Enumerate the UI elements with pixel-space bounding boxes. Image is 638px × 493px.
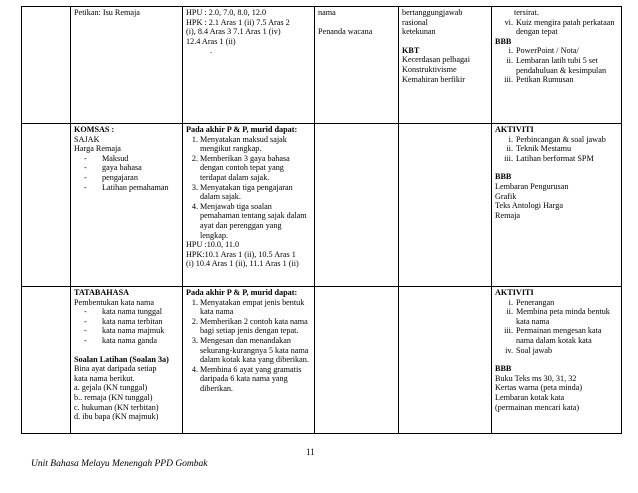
list-item: - Maksud [84, 153, 129, 163]
list-text: Latihan pemahaman [102, 182, 169, 192]
list-item [495, 326, 618, 345]
bbb-line: Remaja [495, 210, 521, 220]
kbt-item: Kecerdasan pelbagai [402, 55, 470, 65]
list-text: Lembaran latih tubi 5 set pendahuluan & kesimpulan [516, 55, 607, 75]
nilai-item: rasional [402, 17, 428, 27]
list-number: 3. [191, 335, 198, 345]
empty-cell [315, 287, 399, 434]
lesson-plan-table [21, 6, 622, 434]
list-text: pengajaran [102, 172, 138, 182]
bbb-line: (permainan mencari kata) [495, 402, 580, 412]
list-number: ii. [506, 55, 513, 65]
list-number: 4. [191, 364, 198, 374]
komsas-cell [71, 124, 183, 287]
hpk-line: HPK:10.1 Aras 1 (ii), 10.5 Aras 1 [186, 249, 296, 259]
komsas-heading: KOMSAS : [74, 125, 115, 134]
activity-cell [492, 287, 622, 434]
list-text: Permainan mengesan kata nama dalam kotak kata [516, 326, 602, 345]
list-number: iii. [504, 153, 513, 163]
list-number: 1. [191, 297, 198, 307]
list-number: iii. [504, 326, 513, 336]
list-number: 4. [191, 201, 198, 211]
page-number: 11 [306, 447, 315, 457]
list-number: 1. [191, 134, 198, 144]
soalan-item: b.. remaja (KN tunggal) [74, 392, 153, 402]
bbb-line: Teks Antologi Harga [495, 201, 563, 211]
list-text: Kuiz mengira patah perkataan dengan tepat [516, 17, 615, 37]
list-item: - gaya bahasa [84, 163, 142, 173]
list-item: - Latihan pemahaman [84, 182, 169, 192]
list-number: 2. [191, 153, 198, 163]
list-text: Membina peta minda bentuk kata nama [516, 307, 610, 326]
kbt-cell [399, 7, 492, 124]
list-text: kata nama tunggal [102, 307, 163, 317]
list-text: PowerPoint / Nota/ [516, 46, 579, 56]
tatabahasa-heading: TATABAHASA [74, 288, 130, 297]
objective-item [186, 183, 311, 202]
list-number: i. [508, 134, 513, 144]
empty-cell [399, 124, 492, 287]
list-number: iii. [504, 75, 513, 85]
poem-title: Harga Remaja [74, 144, 121, 154]
spacer [495, 163, 618, 172]
list-text: Maksud [102, 153, 129, 163]
list-text: Teknik Mestamu [516, 144, 572, 154]
empty-cell [22, 7, 71, 124]
list-text: Soal jawab [516, 345, 553, 355]
list-text: Latihan berformat SPM [516, 153, 594, 163]
values-cell [315, 7, 399, 124]
spacer [74, 346, 179, 355]
list-number: iv. [505, 345, 513, 355]
table-row [22, 287, 622, 434]
objective-item [186, 336, 311, 365]
list-item [495, 346, 618, 356]
list-item: - kata nama ganda [84, 335, 158, 345]
objective-item [186, 317, 311, 336]
list-text: Menjawab tiga soalan pemahaman tentang sajak dalam ayat dan perenggan yang lengkap. [200, 201, 307, 240]
empty-cell [22, 287, 71, 434]
empty-cell [315, 124, 399, 287]
soalan-item: c. hukuman (KN terbitan) [74, 402, 159, 412]
list-item: - pengajaran [84, 172, 138, 182]
komsas-subtitle: SAJAK [74, 134, 100, 144]
spacer [318, 18, 395, 27]
activity-cell [492, 124, 622, 287]
page-footer: Unit Bahasa Melayu Menengah PPD Gombak [31, 459, 208, 469]
aktiviti-heading: AKTIVITI [495, 125, 534, 134]
list-text: Mengesan dan menandakan sekurang-kurangnya 5 kata nama dalam kotak kata yang diberikan. [200, 335, 309, 365]
objectives-heading: Pada akhir P & P, murid dapat: [186, 125, 298, 134]
list-item [495, 56, 618, 75]
kbt-heading: KBT [402, 45, 420, 55]
topic-cell [71, 7, 183, 124]
activity-cell [492, 7, 622, 124]
list-number: i. [508, 297, 513, 307]
list-text: kata nama ganda [102, 335, 158, 345]
list-number: i. [508, 46, 513, 56]
list-number: ii. [506, 307, 513, 317]
objective-item [186, 365, 311, 394]
objectives-cell [183, 124, 315, 287]
bbb-heading: BBB [495, 172, 512, 182]
bbb-line: Buku Teks ms 30, 31, 32 [495, 373, 577, 383]
hpu-cell [183, 7, 315, 124]
list-item [495, 154, 618, 164]
table-row [22, 124, 622, 287]
aktiviti-heading: AKTIVITI [495, 288, 534, 297]
objectives-heading: Pada akhir P & P, murid dapat: [186, 288, 298, 297]
list-item [495, 135, 618, 145]
list-item [495, 307, 618, 326]
list-item [495, 298, 618, 308]
list-number: 3. [191, 182, 198, 192]
soalan-instruction: Bina ayat daripada setiap [74, 364, 157, 374]
hpu-line: HPU :10.0, 11.0 [186, 240, 240, 250]
soalan-item: d. ibu bapa (KN majmuk) [74, 412, 159, 422]
objective-item [186, 202, 311, 240]
list-text: kata nama majmuk [102, 326, 165, 336]
list-text: Memberikan 3 gaya bahasa dengan contoh tepat yang terdapat dalam sajak. [200, 153, 290, 182]
spacer [495, 355, 618, 364]
hpk-line: (i) 10.4 Aras 1 (ii), 11.1 Aras 1 (ii) [186, 259, 299, 269]
list-text: Membina 6 ayat yang gramatis daripada 6 kata nama yang diberikan. [200, 364, 302, 393]
list-item [495, 18, 618, 37]
spacer [402, 37, 488, 46]
hpk-line: HPK : 2.1 Aras 1 (ii) 7.5 Aras 2 [186, 17, 290, 27]
nilai-item: ketekunan [402, 27, 436, 37]
tatabahasa-cell [71, 287, 183, 434]
list-number: vi. [504, 17, 513, 27]
list-item: - kata nama majmuk [84, 326, 165, 336]
list-text: Menyatakan tiga pengajaran dalam sajak. [200, 182, 293, 202]
soalan-heading: Soalan Latihan (Soalan 3a) [74, 354, 169, 364]
tatabahasa-subtitle: Pembentukan kata nama [74, 297, 155, 307]
list-text: Memberikan 2 contoh kata nama bagi setiap jenis dengan tepat. [200, 316, 308, 336]
kbt-item: Kemahiran berfikir [402, 74, 465, 84]
objectives-cell [183, 287, 315, 434]
cell-text: nama [318, 8, 336, 17]
list-item: - kata nama terbitan [84, 316, 163, 326]
kbt-item: Konstruktivisme [402, 64, 457, 74]
objective-item [186, 298, 311, 317]
list-text: Menyatakan maksud sajak mengikut rangkap. [200, 134, 287, 154]
objective-item [186, 135, 311, 154]
hpu-line: HPU : 2.0, 7.0, 8.0, 12.0 [186, 8, 267, 17]
list-number: 2. [191, 316, 198, 326]
bbb-line: Lembaran kotak kata [495, 392, 565, 402]
soalan-item: a. gejala (KN tunggal) [74, 383, 148, 393]
table-row [22, 7, 622, 124]
bbb-line: Kertas warna (peta minda) [495, 383, 583, 393]
list-text: Petikan Rumusan [516, 75, 574, 85]
list-item: - kata nama tunggal [84, 307, 163, 317]
lesson-plan-page [21, 6, 621, 434]
hpk-line: . [210, 46, 213, 56]
bbb-heading: BBB [495, 36, 512, 46]
soalan-instruction: kata nama berikut. [74, 373, 135, 383]
cell-text: Penanda wacana [318, 26, 373, 36]
empty-cell [399, 287, 492, 434]
list-item [495, 144, 618, 154]
bbb-line: Grafik [495, 191, 517, 201]
list-text: Penerangan [516, 297, 555, 307]
activity-continued: tersirat. [514, 8, 539, 17]
topic-text: Petikan: Isu Remaja [74, 8, 140, 17]
hpk-line: 12.4 Aras 1 (ii) [186, 36, 236, 46]
list-item [495, 75, 618, 85]
hpk-line: (i), 8.4 Aras 3 7.1 Aras 1 (iv) [186, 27, 281, 37]
list-text: Perbincangan & soal jawab [516, 134, 606, 144]
list-number: ii. [506, 144, 513, 154]
list-text: kata nama terbitan [102, 316, 163, 326]
objective-item [186, 154, 311, 183]
list-text: gaya bahasa [102, 163, 142, 173]
empty-cell [22, 124, 71, 287]
bbb-heading: BBB [495, 364, 512, 374]
list-text: Menyatakan empat jenis bentuk kata nama [200, 297, 305, 317]
nilai-item: bertanggungjawab [402, 8, 463, 17]
list-item [495, 46, 618, 56]
bbb-line: Lembaran Pengurusan [495, 181, 569, 191]
